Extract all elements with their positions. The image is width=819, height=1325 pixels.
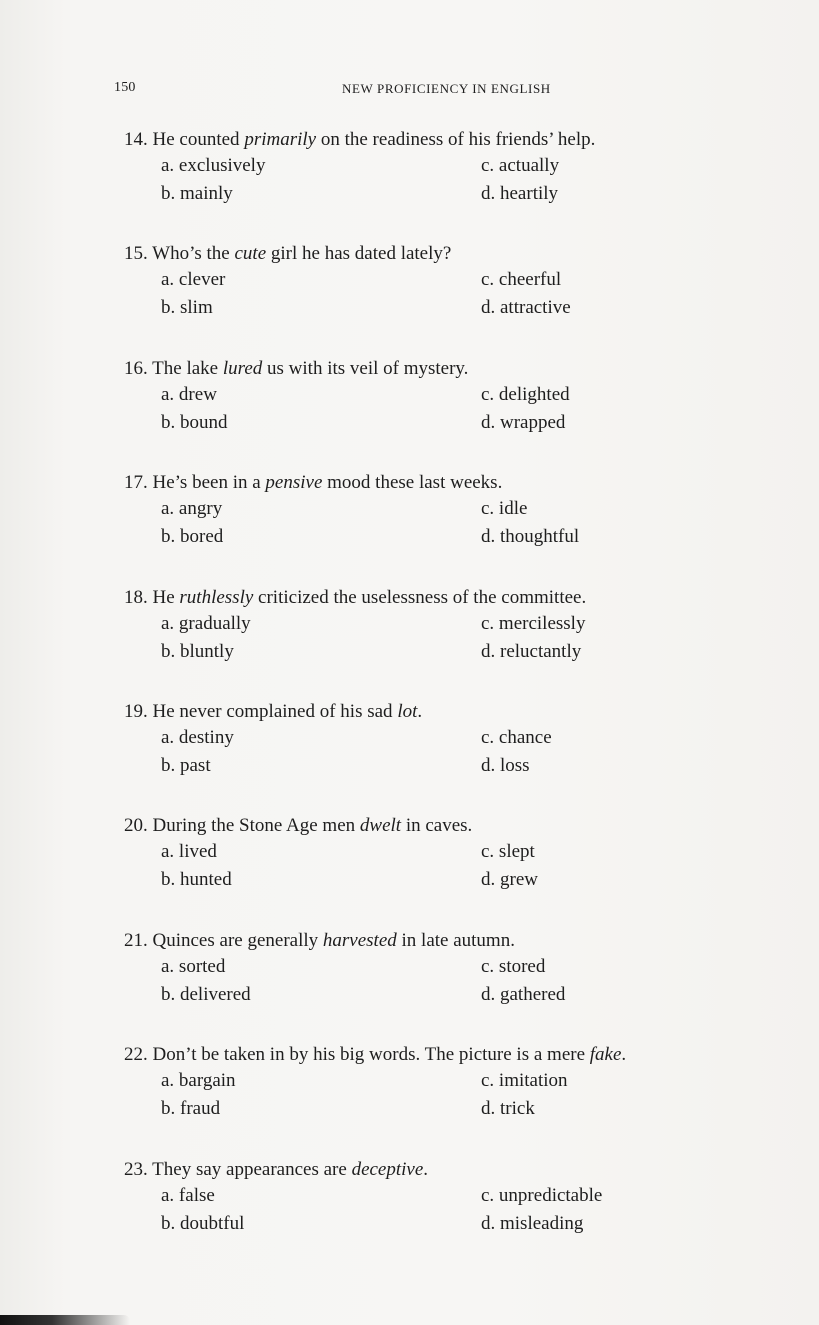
option-b: b. doubtful (161, 1212, 245, 1234)
option-b: b. mainly (161, 183, 233, 204)
question-23 (124, 1157, 744, 1271)
stem-keyword: ruthlessly (179, 586, 254, 608)
option-a: a. bargain (161, 1070, 236, 1092)
stem-keyword: deceptive (351, 1158, 424, 1180)
question-number: 22. (124, 1044, 148, 1066)
option-a: a. lived (161, 841, 217, 863)
question-stem (124, 356, 744, 382)
stem-text-before: During the Stone Age men (152, 815, 360, 837)
stem-keyword: lured (222, 357, 263, 379)
answer-options (161, 611, 744, 669)
question-number: 17. (124, 472, 148, 494)
stem-text-before: They say appearances are (152, 1158, 352, 1180)
scan-shadow (0, 1315, 130, 1325)
option-c: c. imitation (481, 1070, 568, 1092)
answer-options (161, 1183, 744, 1241)
stem-keyword: lot (397, 700, 418, 722)
question-number: 14. (124, 129, 148, 150)
stem-text-before: He counted (152, 129, 245, 150)
option-c: c. chance (481, 726, 552, 748)
option-c: c. actually (481, 155, 560, 176)
answer-options (161, 153, 744, 211)
stem-keyword: fake (589, 1044, 622, 1066)
stem-keyword: cute (234, 243, 267, 265)
question-number: 16. (124, 357, 148, 379)
answer-options (161, 954, 744, 1012)
stem-text-after: . (423, 1158, 429, 1180)
option-d: d. grew (481, 869, 538, 891)
question-15 (124, 241, 744, 355)
stem-text-after: mood these last weeks. (322, 472, 503, 494)
stem-text-before: Quinces are generally (152, 929, 323, 951)
option-c: c. mercilessly (481, 612, 586, 634)
option-d: d. heartily (481, 183, 559, 204)
stem-text-before: The lake (152, 357, 223, 379)
option-c: c. slept (481, 841, 535, 863)
answer-options (161, 1068, 744, 1126)
option-d: d. loss (481, 754, 530, 776)
question-number: 18. (124, 586, 148, 608)
answer-options (161, 496, 744, 554)
question-stem (124, 1042, 744, 1068)
option-d: d. trick (481, 1098, 535, 1120)
stem-text-after: . (417, 700, 423, 722)
page-number: 150 (114, 80, 136, 95)
stem-text-after: in caves. (401, 815, 473, 837)
stem-text-after: criticized the uselessness of the committee. (253, 586, 587, 608)
option-c: c. idle (481, 498, 528, 520)
question-17 (124, 470, 744, 584)
stem-text-after: on the readiness of his friends’ help. (316, 129, 596, 150)
stem-keyword: pensive (265, 472, 323, 494)
question-20 (124, 813, 744, 927)
option-c: c. delighted (481, 383, 570, 405)
option-d: d. wrapped (481, 411, 566, 433)
question-number: 23. (124, 1158, 148, 1180)
stem-text-before: He (152, 586, 180, 608)
question-stem (124, 813, 744, 839)
option-a: a. gradually (161, 612, 251, 634)
question-number: 19. (124, 700, 148, 722)
option-c: c. cheerful (481, 269, 562, 291)
option-a: a. drew (161, 383, 217, 405)
stem-text-after: in late autumn. (396, 929, 515, 951)
option-d: d. reluctantly (481, 640, 582, 662)
question-stem (124, 470, 744, 496)
stem-text-after: us with its veil of mystery. (262, 357, 469, 379)
option-b: b. past (161, 754, 211, 776)
stem-text-after: girl he has dated lately? (266, 243, 452, 265)
option-c: c. stored (481, 955, 546, 977)
question-stem (124, 1157, 744, 1183)
question-number: 15. (124, 243, 148, 265)
question-stem (124, 241, 744, 267)
stem-text-after: . (621, 1044, 627, 1066)
answer-options (161, 382, 744, 440)
option-a: a. clever (161, 269, 226, 291)
option-b: b. bluntly (161, 640, 234, 662)
question-stem (124, 585, 744, 611)
option-b: b. slim (161, 297, 213, 319)
option-b: b. delivered (161, 983, 251, 1005)
answer-options (161, 267, 744, 325)
question-14 (124, 127, 744, 241)
question-18 (124, 585, 744, 699)
option-d: d. misleading (481, 1212, 584, 1234)
question-19 (124, 699, 744, 813)
stem-text-before: He’s been in a (152, 472, 266, 494)
option-d: d. attractive (481, 297, 571, 319)
option-b: b. fraud (161, 1098, 221, 1120)
question-stem (124, 928, 744, 954)
option-a: a. sorted (161, 955, 226, 977)
option-a: a. destiny (161, 726, 234, 748)
option-a: a. false (161, 1184, 215, 1206)
stem-text-before: Who’s the (152, 243, 235, 265)
question-list (124, 127, 744, 1271)
option-d: d. thoughtful (481, 526, 580, 548)
option-c: c. unpredictable (481, 1184, 603, 1206)
question-22 (124, 1042, 744, 1156)
question-number: 20. (124, 815, 148, 837)
stem-keyword: harvested (322, 929, 397, 951)
option-d: d. gathered (481, 983, 566, 1005)
option-b: b. bound (161, 411, 228, 433)
running-head: NEW PROFICIENCY IN ENGLISH (342, 81, 551, 96)
page-header (114, 80, 714, 100)
stem-text-before: Don’t be taken in by his big words. The picture is a mere (152, 1044, 590, 1066)
option-b: b. bored (161, 526, 224, 548)
option-a: a. angry (161, 498, 223, 520)
option-b: b. hunted (161, 869, 232, 891)
stem-keyword: dwelt (359, 815, 402, 837)
question-number: 21. (124, 929, 148, 951)
question-16 (124, 356, 744, 470)
question-21 (124, 928, 744, 1042)
answer-options (161, 839, 744, 897)
question-stem (124, 127, 744, 153)
option-a: a. exclusively (161, 155, 266, 176)
stem-text-before: He never complained of his sad (152, 700, 398, 722)
stem-keyword: primarily (244, 129, 317, 150)
answer-options (161, 725, 744, 783)
question-stem (124, 699, 744, 725)
